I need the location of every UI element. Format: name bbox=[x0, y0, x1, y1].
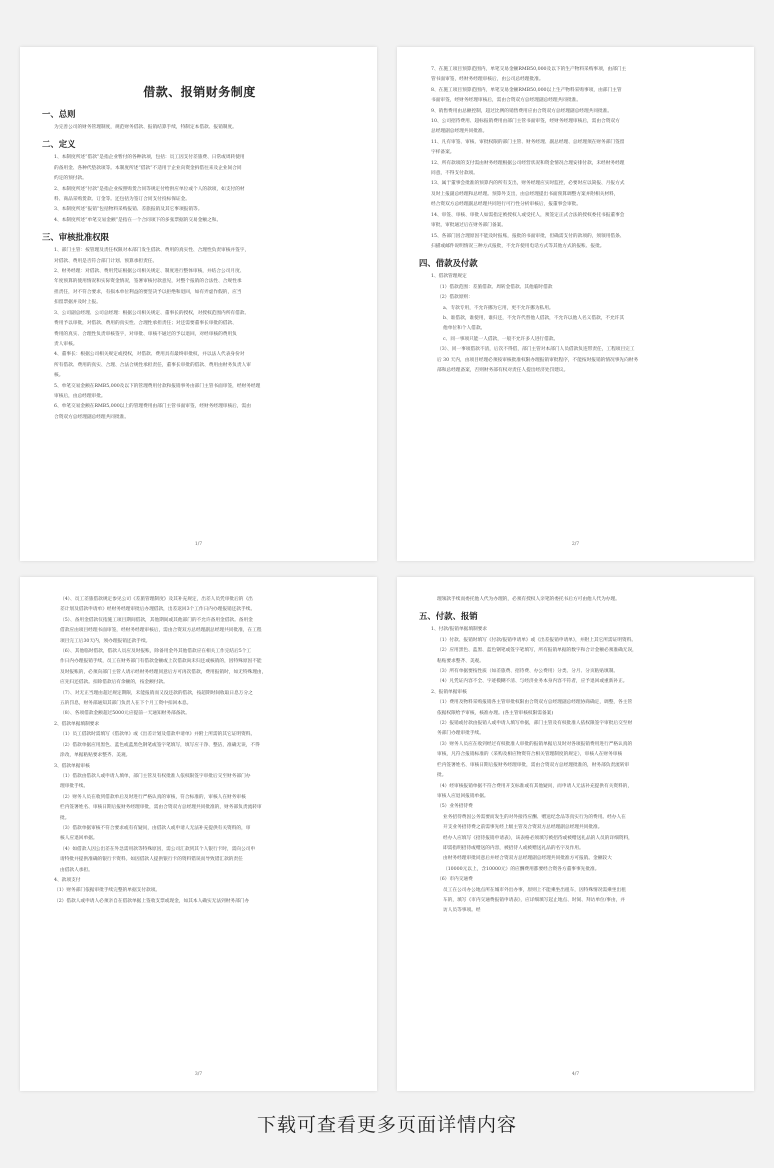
paragraph bbox=[42, 267, 357, 309]
document-page-4 bbox=[397, 577, 754, 1091]
text-line: 应先归还借款。扣除借款后有余额的，按金额付款。 bbox=[60, 680, 168, 686]
text-line: 为完善公司的财务管理制度，规范财务借款、报销结算手续，特制定本借款、报销制度。 bbox=[54, 125, 237, 130]
text-line: 请特批并提供准确的银行卡资料。如因借款人提供银行卡的资料错误而导致错汇款的责任 bbox=[60, 857, 243, 863]
paragraph bbox=[42, 595, 357, 616]
section-heading: 一、总则 bbox=[42, 109, 76, 119]
paragraph bbox=[419, 698, 734, 740]
text-line: 粘贴要求整齐、美观。 bbox=[437, 658, 484, 664]
paragraph bbox=[42, 616, 357, 647]
text-line: 务部门办理审批手续。 bbox=[437, 731, 484, 737]
text-line: 经合资双方总经理副总经理共同进行可行性分析审核后，报董事会审批。 bbox=[431, 202, 582, 208]
text-line: 管书面审签，经财务经理审核后，由公司总经理批准。 bbox=[431, 77, 544, 83]
paragraph bbox=[419, 335, 734, 345]
text-line: 2、本制度所述“付款”是指企业按照购货合同等规定付给供应单位或个人的款项，如支付的材 bbox=[54, 186, 245, 192]
text-line: （4）凡凭证内容不全、字迹模糊不清、与经济业务本身内容不符者，应予退回或重新补正。 bbox=[437, 679, 628, 685]
text-line: （3）财务人员应在收到经过有权批准人审批的报销单据后及时对各项报销费用进行严格认真的 bbox=[437, 741, 633, 747]
paragraph bbox=[419, 886, 734, 917]
text-line: 2、财务经理：对借款、费用凭证根据公司相关规定、制度进行整体审核，并结合公司月度、 bbox=[54, 269, 245, 275]
page-number: 1/7 bbox=[194, 542, 203, 547]
download-more-banner[interactable]: 下载可查看更多页面详情内容 bbox=[256, 1114, 517, 1136]
text-line: （1）付款、报销时填写《付款/报销申请单》或《出差报销申请单》，并附上其它所需证明资料。 bbox=[437, 637, 637, 643]
text-line: （4）如借款人因公出差在外急需用款等特殊原因，需公司汇款到其个人银行卡时，需向公司申 bbox=[60, 846, 256, 852]
text-line: 4、董事长：根据公司相关规定或授权，对借款、费用具有最终审批权，并以法人代表身份对 bbox=[54, 352, 245, 358]
text-line: （3）所有单据要按性质（如差旅费、招待费、办公费用）分类、分月、分页粘贴填制。 bbox=[437, 669, 619, 675]
text-line: （5）、备用金借款仅指施工项目期间借款，其他期间或其他部门的不允许备用金借款。备用金 bbox=[60, 617, 253, 623]
text-line: （10000元以上，含10000元）的应酬费用都要经合资各方董事事先批准。 bbox=[443, 866, 600, 872]
text-line: 差计划及借款申请单》经财务经理审批后办理借款，出差返回3个工作日内办理报销还款手续。 bbox=[60, 607, 256, 613]
text-line: 涂改，单据粘贴要求整齐、美观。 bbox=[60, 753, 131, 759]
text-line: （5）业务招待费 bbox=[437, 804, 473, 810]
paragraph bbox=[419, 782, 734, 803]
paragraph bbox=[419, 211, 734, 232]
paragraph bbox=[42, 350, 357, 381]
paragraph bbox=[42, 382, 357, 403]
paragraph bbox=[42, 647, 357, 689]
text-line: 及时报账的，必须向部门主管人请示经财务经理同意后方可再次借款，费用报销时，如无特殊理由， bbox=[60, 669, 267, 675]
text-line: （2）借款原则： bbox=[437, 295, 473, 301]
paragraph bbox=[419, 179, 734, 210]
paragraph bbox=[419, 107, 734, 117]
text-line: 作日内办理报销手续，员工在财务部门有借款金额或上次借款尚未归还或核销的，因特殊原因不能 bbox=[60, 659, 262, 665]
text-line: a、专款专用，不允许挪为它用，更不允许挪为私用。 bbox=[443, 305, 554, 311]
paragraph bbox=[419, 636, 734, 688]
paragraph bbox=[419, 65, 734, 86]
paragraph bbox=[419, 688, 734, 698]
paragraph bbox=[42, 876, 357, 907]
paragraph bbox=[419, 232, 734, 253]
text-line: 12、所有款项的支付需由财务经理根据公司经营状况和资金情况合理安排付款，未经财务经理 bbox=[431, 160, 625, 166]
text-line: 核。 bbox=[54, 373, 64, 379]
text-line: （1）财务部门依据审批手续完整的单据支付款项。 bbox=[54, 888, 161, 894]
text-line: （6）市内交通费 bbox=[437, 877, 473, 883]
text-line: 料、商品采购货款、订金等。还包括为签订合同支付投标保证金。 bbox=[54, 197, 190, 203]
paragraph bbox=[42, 772, 357, 824]
text-line: 6、单笔交易金额在RMB5,000以上的管理费用由部门主管书面审签，经财务经理审核后，需由 bbox=[54, 404, 251, 410]
text-line: 责人审核。 bbox=[54, 341, 78, 347]
text-line: 5、单笔交易金额在RMB5,000及以下的管理费用付款和报销事务由部门主管书面审签，经财务经理 bbox=[54, 383, 261, 389]
text-line: 1、付款/报销单据填制要求 bbox=[431, 627, 488, 633]
text-line: （1）借款由借款人或申请人填单，部门主管及有权批准人依权限签字审批后交至财务部门办 bbox=[60, 773, 251, 779]
paragraph bbox=[419, 813, 734, 875]
page-content bbox=[42, 65, 357, 423]
document-title: 借款、报销财务制度 bbox=[143, 85, 256, 99]
text-line: （7）、对无正当理由超过规定期限，未能报销而又没还款的借款，按超期时间收取日息万分之 bbox=[60, 690, 253, 696]
paragraph bbox=[419, 314, 734, 335]
text-line: 费用予以审批，对借款、费用的真实性、合理性承担责任；对还需要董事长审批的借款、 bbox=[54, 321, 237, 327]
text-line: 借款应由项目经理书面审签，经财务经理审核后，需由合资双方总经理副总经理共同批准，在工程 bbox=[60, 628, 262, 634]
text-line: 由借款人承担。 bbox=[60, 867, 93, 873]
section-heading: 五、付款、报销 bbox=[419, 611, 478, 622]
text-line: 理审批手续。 bbox=[60, 784, 89, 790]
page-content bbox=[42, 595, 357, 907]
paragraph bbox=[419, 117, 734, 138]
section-heading: 二、定义 bbox=[42, 139, 76, 150]
text-line: 项目完工后30天内，须办理报销还款手续。 bbox=[60, 638, 151, 644]
paragraph bbox=[419, 345, 734, 376]
text-line: 1、借款管理规定 bbox=[431, 274, 467, 280]
text-line: 批。 bbox=[60, 815, 70, 821]
text-line: （4）经审核报销单据不符合费用开支标准或有其他疑问，而申请人无法补充提供有关资料的， bbox=[437, 783, 633, 789]
text-line: c、同一事项只能一人借款，一般不允许多人进行借款。 bbox=[443, 336, 559, 342]
page-number: 2/7 bbox=[571, 542, 580, 547]
text-line: 栏内签署姓名、审核日期后报财务经理审批，需由合资双方总经理批准的，财务部负责流转审 bbox=[437, 762, 630, 768]
paragraph bbox=[419, 595, 734, 605]
section-heading: 四、借款及付款 bbox=[419, 258, 478, 269]
text-line: 扫描或邮件说明情况三种方式报批，不允许使用电话方式等其他方式的报账、报批。 bbox=[431, 243, 605, 249]
text-line: 的备用金、各种代垫款项等。本制度所述“借款”不适用于企业向资金拆借往来及企业间合同 bbox=[54, 165, 242, 171]
text-line: 15、各部门因合理原因不能及时报账，报批的书面审批，但确需支付的款项的，须领用借条、 bbox=[431, 233, 625, 239]
document-page-2 bbox=[397, 47, 754, 561]
text-line: 3、借款单据审核 bbox=[54, 763, 90, 769]
text-line: 后 30 天内，由项目经理必须按审核批准权限办理报销审批程序，不能按时报销的情况事先向财务 bbox=[437, 357, 639, 363]
document-page-3 bbox=[20, 577, 377, 1091]
paragraph bbox=[419, 138, 734, 159]
text-line: 13、属于董事会批准的预算内的所有支出，财务经理应实时监控，必要时应以简报、月报方式 bbox=[431, 181, 625, 187]
paragraph bbox=[42, 689, 357, 710]
text-line: 所有借款、费用的真实、合理、合法合规性承担责任，董事长审批的借款、费用由财务负责人审 bbox=[54, 362, 251, 368]
paragraph bbox=[419, 625, 734, 635]
page-number: 3/7 bbox=[194, 1072, 203, 1077]
document-page-1 bbox=[20, 47, 377, 561]
text-line: 依据权限给予审核，核准办理。(各主管审核权限需备案) bbox=[437, 710, 554, 716]
text-line: 对借款、费用是否符合部门计划、预算承担责任。 bbox=[54, 258, 158, 264]
text-line: （6）、其他临时借款，借款人员应及时报账，除备用金外其他借款应在相关工作完结后5个工 bbox=[60, 649, 252, 655]
text-line: 审核，凡符合报销标准的（采购及相应物资符合相关管理制度的规定），审核人在财务审核 bbox=[437, 752, 623, 758]
paragraph bbox=[42, 824, 357, 876]
text-line: 同意，不得支付款项。 bbox=[431, 171, 478, 177]
page-content bbox=[419, 65, 734, 376]
text-line: 审批，审批通过后在财务部门备案。 bbox=[431, 223, 507, 229]
section-heading: 三、审核批准权限 bbox=[42, 232, 109, 243]
page-number: 4/7 bbox=[571, 1072, 580, 1077]
text-line: 部和总经理备案，否则财务部有权对责任人提出经济处罚建议。 bbox=[437, 367, 569, 373]
paragraph bbox=[419, 740, 734, 782]
paragraph bbox=[419, 293, 734, 303]
text-line: （8）、各项借款金额超过5000元应提前一天通知财务部备款。 bbox=[60, 711, 190, 717]
paragraph bbox=[42, 709, 357, 719]
text-line: 书面审签，经财务经理审核后，需由合资双方总经理副总经理共同批准。 bbox=[431, 98, 582, 104]
paragraph bbox=[419, 272, 734, 282]
text-line: 年度预算的使用情况和实际资金情况，签署审核付款意见，对整个报销的合法性、合规性承 bbox=[54, 279, 242, 285]
text-line: 14、审签、审核、审批人如需指定被授权人或受托人，须签定正式合法的授权委托书报董事会 bbox=[431, 212, 625, 218]
text-line: （1）借款范围：差旅借款、周转金借款、其他临时借款 bbox=[437, 284, 553, 290]
text-line: 即需指明招待或赠送的内容，被招待人或被赠送礼品的名字及作用。 bbox=[443, 845, 584, 851]
text-line: （2）财务人员在收到借款单后及时进行严格认真的审核，符合标准的，审核人在财务审核 bbox=[60, 794, 246, 800]
paragraph bbox=[42, 205, 357, 215]
text-line: 扣留票据并及时上报。 bbox=[54, 300, 101, 306]
text-line: 8、在施工项目预算范围内，单笔交易金额RMB50,000以上生产物料采购事项，由部门主管 bbox=[431, 87, 622, 93]
text-line: 栏内签署姓名、审核日期后报财务经理审批，需由合资双方总经理共同批准的，财务部负责流转审 bbox=[60, 805, 262, 811]
paragraph bbox=[419, 283, 734, 293]
text-line: 字样备案。 bbox=[431, 150, 455, 156]
paragraph bbox=[419, 159, 734, 180]
text-line: b、谁借款，谁使用，谁归还，不允许代替他人借款，不允许以他人名义借款，不允许其 bbox=[443, 315, 625, 321]
paragraph bbox=[42, 720, 357, 730]
text-line: 由财务经理审批同意后并经合资双方总经理副总经理共同批准方可报销。金额较大 bbox=[443, 856, 612, 862]
text-line: 批。 bbox=[437, 773, 447, 779]
paragraph bbox=[42, 123, 357, 133]
text-line: 核人应退回单据。 bbox=[60, 836, 98, 842]
text-line: （1）费用及物料采购报销各主管审批权限由合资双方总经理副总经理协商确定，调整，各主管 bbox=[437, 700, 633, 706]
text-line: 11、凡有审签、审核、审批权限的部门主管、财务经理、副总经理、总经理须在财务部门签留 bbox=[431, 139, 625, 145]
text-line: 9、销售费用由总额控制，超过比例的销售费用应由合资双方总经理副总经理共同批准。 bbox=[431, 108, 613, 114]
text-line: 10、公司招待费用、超标报销费用由部门主管书面审签，经财务经理审核后，需由合资双方 bbox=[431, 119, 620, 125]
text-line: 合资双方总经理副总经理共同批准。 bbox=[54, 414, 130, 420]
paragraph bbox=[42, 185, 357, 206]
text-line: 开支业务招待费之前需事先经上级主管及合资双方总经理副总经理共同批准。 bbox=[443, 825, 603, 831]
text-line: 3、本制度所述“报销”包括物料采购报销、差旅报销及其它事项报销等。 bbox=[54, 207, 203, 213]
text-line: 审核人应退回报销单据。 bbox=[437, 793, 489, 799]
paragraph bbox=[419, 875, 734, 885]
text-line: 总经理副总经理共同批准。 bbox=[431, 129, 488, 135]
text-line: 担责任，对不符合要求，有损本单位利益的要坚决予以拒绝和退回，如有弄虚作假的，应当 bbox=[54, 289, 242, 295]
text-line: （2）应用黑色、蓝黑、蓝色钢笔或签字笔填写，所有报销单据的数字和合计金额必须准确无误， bbox=[437, 648, 637, 654]
paragraph bbox=[419, 802, 734, 812]
text-line: 审核后，由总经理审批。 bbox=[54, 393, 106, 399]
paragraph bbox=[42, 402, 357, 423]
text-line: 访人员等事项。经 bbox=[443, 908, 481, 914]
text-line: 4、本制度所述“单笔交易金额”是指在一个合同项下的多张票据的交易金额之和。 bbox=[54, 217, 222, 223]
paragraph bbox=[42, 309, 357, 351]
text-line: 他单位和个人借款。 bbox=[443, 326, 486, 332]
text-line: 经办人应填写《招待报销申请表》，该表格必须填写被招待或被赠送礼品的人员的详细资料， bbox=[443, 835, 633, 841]
paragraph bbox=[42, 762, 357, 772]
text-line: 1、本制度所述“借款”是指企业暂付的各种款项，包括：员工因支付差旅费、日常或周转使用 bbox=[54, 155, 245, 161]
paragraph bbox=[42, 730, 357, 761]
text-line: （4）、员工差旅借款规定参见公司《差旅管理制度》及其补充规定，出差人员凭审批后的《出 bbox=[60, 597, 253, 602]
text-line: 2、借款单据填制要求 bbox=[54, 721, 100, 727]
text-line: （3）借款单据审核不符合要求或有有疑问，由借款人或申请人无法补充提供有关资料的，审 bbox=[60, 825, 251, 831]
text-line: 业务招待费因公务需要而发生的对外接待应酬、赠送纪念品等真实行为的费用。经办人在 bbox=[443, 814, 626, 820]
paragraph bbox=[42, 153, 357, 184]
text-line: 3、公司副总经理、公司总经理：根据公司相关规定、董事长的授权，对授权范围内所有借款、 bbox=[54, 310, 250, 316]
text-line: 理领款手续而委托他人代为办理的，必须有授权人亲笔的委托书后方可由他人代为办理。 bbox=[437, 597, 620, 602]
page-content bbox=[419, 595, 734, 917]
text-line: 7、在施工项目预算范围内，单笔交易金额RMB50,000及以下的生产物料采购事项，由部门主 bbox=[431, 67, 627, 72]
text-line: （3）、同一事项借款不清，后次不得借，部门主管对本部门人员借款负连带责任，工程项目完工 bbox=[437, 347, 635, 353]
text-line: （1）员工借款时需填写《借款单》或《出差计划及借款申请单》并附上所需的其它证明资料。 bbox=[60, 732, 256, 738]
text-line: （2）借款单据应用黑色、蓝色或蓝黑色钢笔或签字笔填写，填写应干净、整洁，准确无误，不得 bbox=[60, 742, 260, 748]
text-line: （2）报销或付款由报销人或申请人填写单据，部门主管及有权批准人依权限签字审批后交至财 bbox=[437, 721, 633, 727]
paragraph bbox=[419, 86, 734, 107]
paragraph bbox=[42, 246, 357, 267]
paragraph bbox=[42, 216, 357, 226]
text-line: 1、部门主管：按管理及责任权限对本部门发生借款、费用的真实性、合理性负责审核并签字， bbox=[54, 248, 250, 254]
text-line: 及时上报副总经理和总经理。预算外支出，由总经理提出书面预算调整方案并附相关材料， bbox=[431, 191, 619, 197]
text-line: 员工在公司办公地点所在城市外出办事，原则上不能乘坐出租车，因特殊情况需乘坐出租 bbox=[443, 887, 626, 893]
paragraph bbox=[419, 304, 734, 314]
text-line: 费用的真实、合理性负责审核签字，对审批、审核不通过的予以退回，对经审核的费用负 bbox=[54, 331, 237, 337]
text-line: 约定的预付款。 bbox=[54, 176, 87, 182]
text-line: 车的，填写《市内交通费报销申请表》，应详细填写起止地点、时间、拜访单位/事由，并 bbox=[443, 897, 626, 903]
text-line: 4、款项支付 bbox=[54, 877, 81, 883]
text-line: （2）借款人或申请人必须亲自在借款单据上签收支票或现金，如其本人确实无法到财务部门办 bbox=[54, 898, 250, 904]
text-line: 五的罚息，财务部通知其部门负责人在下个月工资中扣回本息。 bbox=[60, 701, 192, 707]
text-line: 2、报销单据审核 bbox=[431, 689, 467, 695]
